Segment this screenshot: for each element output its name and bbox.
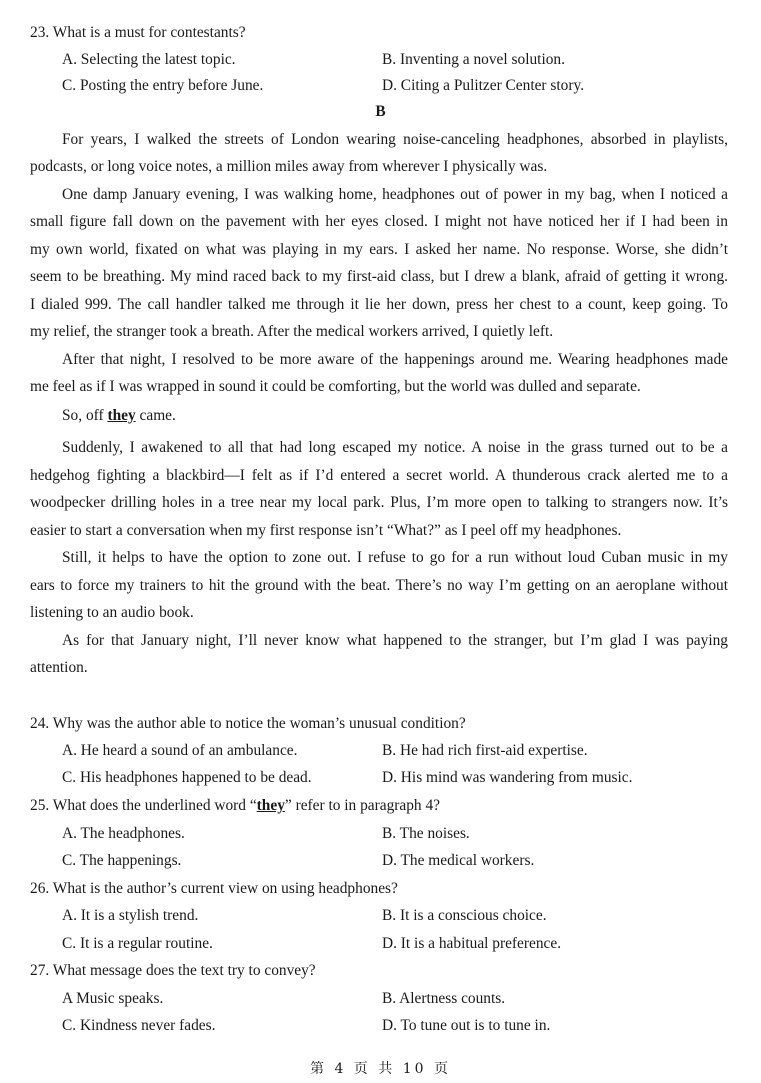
q23-option-c: C. Posting the entry before June.	[62, 77, 264, 94]
passage-p4-before: So, off	[62, 407, 108, 424]
q25-option-b: B. The noises.	[382, 825, 470, 842]
passage-p2-line-5: I dialed 999. The call handler talked me through it lie her down, press her chest to a count, keep going. To	[30, 296, 728, 313]
question-26: 26. What is the author’s current view on using headphones?	[30, 880, 398, 897]
passage-p7-line-1: As for that January night, I’ll never know what happened to the stranger, but I’m glad I was paying	[62, 632, 728, 649]
passage-p6-line-3: listening to an audio book.	[30, 604, 194, 621]
passage-p5-line-2: hedgehog fighting a blackbird—I felt as if I’d entered a secret world. A thunderous crack alerted me to a	[30, 467, 728, 484]
q27-option-d: D. To tune out is to tune in.	[382, 1017, 551, 1034]
q26-option-a: A. It is a stylish trend.	[62, 907, 199, 924]
passage-p6-line-1: Still, it helps to have the option to zone out. I refuse to go for a run without loud Cuban music in my	[62, 549, 728, 566]
question-25	[30, 796, 440, 816]
passage-p4	[62, 406, 176, 426]
passage-p3-line-1: After that night, I resolved to be more aware of the happenings around me. Wearing headphones made	[62, 351, 728, 368]
passage-p2-line-6: my relief, the stranger took a breath. After the medical workers arrived, I quietly left.	[30, 323, 554, 340]
passage-p7-line-2: attention.	[30, 659, 88, 676]
passage-p3-line-2: me feel as if I was wrapped in sound it could be comforting, but the world was dulled and separate.	[30, 378, 641, 395]
section-heading: B	[375, 103, 386, 120]
underlined-word-they: they	[107, 407, 136, 424]
page-number-footer: 第 4 页 共 10 页	[310, 1061, 451, 1077]
question-27: 27. What message does the text try to convey?	[30, 962, 316, 979]
passage-p2-line-2: small figure fall down on the pavement with her eyes closed. I might not have noticed her if I had been in	[30, 213, 728, 230]
passage-p6-line-2: ears to force my trainers to hit the ground with the beat. There’s no way I’m getting on an aeroplane without	[30, 577, 728, 594]
passage-p5-line-3: woodpecker drilling holes in a tree near my local park. Plus, I’m more open to talking to strangers now. It’s	[30, 494, 728, 511]
q26-option-b: B. It is a conscious choice.	[382, 907, 547, 924]
q25-question-before: 25. What does the underlined word “	[30, 797, 257, 814]
passage-p1-line-1: For years, I walked the streets of London wearing noise-canceling headphones, absorbed in playlists,	[62, 131, 728, 148]
q26-option-d: D. It is a habitual preference.	[382, 935, 562, 952]
passage-p5-line-4: easier to start a conversation when my first response isn’t “What?” as I peel off my headphones.	[30, 522, 622, 539]
q23-option-a: A. Selecting the latest topic.	[62, 51, 236, 68]
question-24: 24. Why was the author able to notice the woman’s unusual condition?	[30, 715, 466, 732]
q24-option-a: A. He heard a sound of an ambulance.	[62, 742, 298, 759]
passage-p5-line-1: Suddenly, I awakened to all that had long escaped my notice. A noise in the grass turned out to be a	[62, 439, 728, 456]
q24-option-c: C. His headphones happened to be dead.	[62, 769, 312, 786]
passage-p4-after: came.	[135, 407, 176, 424]
passage-p2-line-1: One damp January evening, I was walking home, headphones out of power in my bag, when I noticed a	[62, 186, 728, 203]
q25-option-a: A. The headphones.	[62, 825, 185, 842]
q25-option-c: C. The happenings.	[62, 852, 182, 869]
q23-option-b: B. Inventing a novel solution.	[382, 51, 565, 68]
q25-question-after: ” refer to in paragraph 4?	[284, 797, 440, 814]
q27-option-a: A Music speaks.	[62, 990, 164, 1007]
q26-option-c: C. It is a regular routine.	[62, 935, 213, 952]
passage-p2-line-4: seem to be breathing. My mind raced back to my first-aid class, but I drew a blank, afraid of getting it wrong.	[30, 268, 728, 285]
q23-option-d: D. Citing a Pulitzer Center story.	[382, 77, 585, 94]
q24-option-d: D. His mind was wandering from music.	[382, 769, 633, 786]
q25-underlined-word: they	[256, 797, 285, 814]
q24-option-b: B. He had rich first-aid expertise.	[382, 742, 588, 759]
q27-option-c: C. Kindness never fades.	[62, 1017, 216, 1034]
passage-p1-line-2: podcasts, or long voice notes, a million miles away from wherever I physically was.	[30, 158, 548, 175]
question-23: 23. What is a must for contestants?	[30, 24, 246, 41]
q27-option-b: B. Alertness counts.	[382, 990, 506, 1007]
passage-p2-line-3: my own world, fixated on what was playing in my ears. I asked her name. No response. Worse, she didn’t	[30, 241, 728, 258]
q25-option-d: D. The medical workers.	[382, 852, 535, 869]
